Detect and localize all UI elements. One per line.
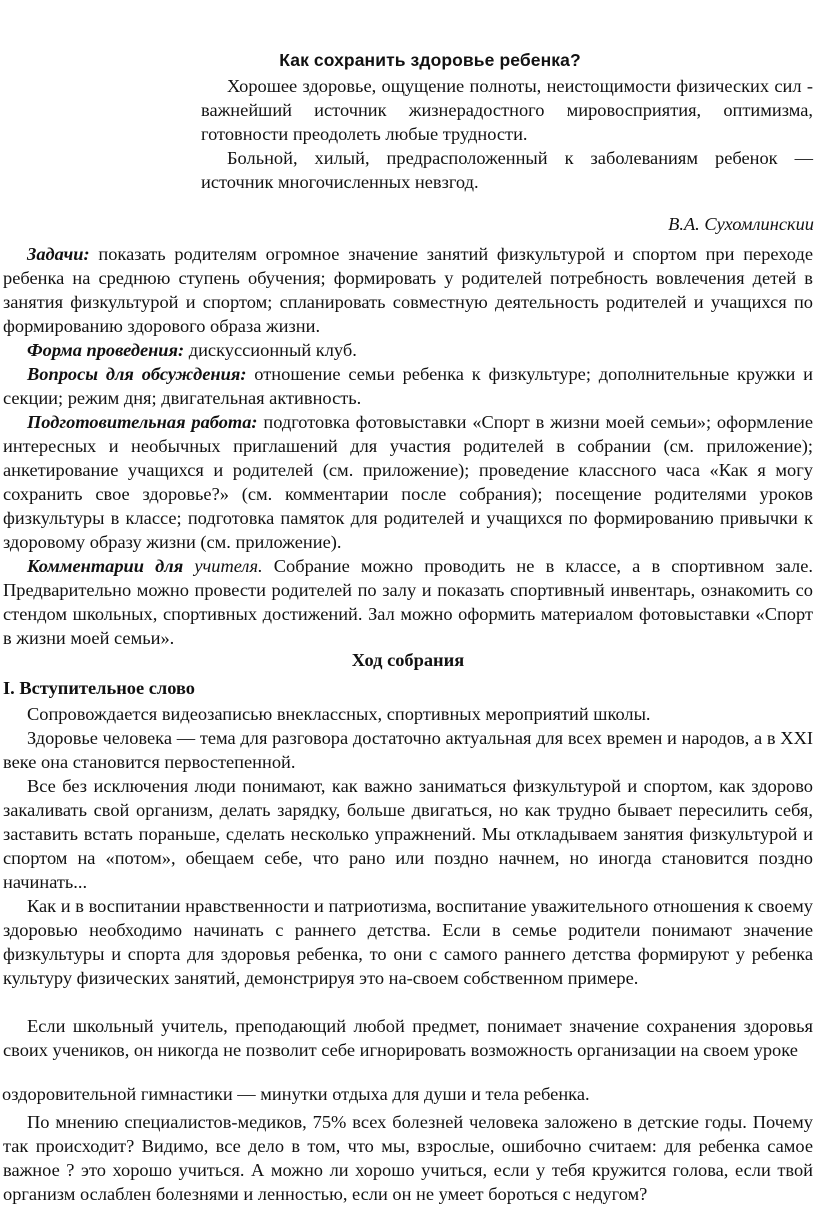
epigraph (201, 74, 813, 194)
comments-paragraph (3, 554, 813, 650)
form-text: дискуссионный клуб. (184, 340, 357, 360)
prep-label: Подготовительная работа: (27, 412, 258, 432)
body-paragraph-3: Все без исключения люди понимают, как важно заниматься физкультурой и спортом, как здорово закаливать свой организм, делать зарядку, больше двигаться, но как трудно бывает пересилить себя, заставить встать пораньше, сделать несколько упражнений. Мы откладываем занятия физкультурой и спортом на «потом», обещаем себе, что рано или поздно начнем, но иногда становится поздно начинать... (3, 776, 813, 892)
section-1-heading: I. Вступительное слово (3, 678, 195, 698)
tasks-paragraph (3, 242, 813, 338)
tasks-text: показать родителям огромное значение занятий физкультурой и спортом при переходе ребенка на среднюю ступень обучения; формировать у родителей потребность вовлечения детей в занятия физкультурой и спортом; спланировать совместную деятельность родителей и учащихся по формированию здорового образа жизни. (3, 244, 813, 336)
epigraph-author: В.А. Сухомлинскии (668, 214, 814, 234)
comments-text: Собрание можно проводить не в классе, а в спортивном зале. Предварительно можно провести родителей по залу и показать спортивный инвентарь, ознакомить со стендом школьных, спортивных достижений. Зал можно оформить материалом фотовыставки «Спорт в жизни моей семьи». (3, 556, 813, 648)
questions-label: Вопросы для обсуждения: (27, 364, 247, 384)
comments-label: Комментарии для (27, 556, 184, 576)
epigraph-paragraph-2: Больной, хилый, предрасположенный к заболеваниям ребенок — источник многочисленных невзгод. (201, 148, 813, 192)
tasks-label: Задачи: (27, 244, 90, 264)
body-paragraph-4: Как и в воспитании нравственности и патриотизма, воспитание уважительного отношения к своему здоровью необходимо начинать с раннего детства. Если в семье родители понимают значение физкультуры и спорта для здоровья ребенка, то они с самого раннего детства формируют у ребенка культуру физических занятий, демонстрируя это на-своем собственном примере. (3, 896, 813, 988)
body-paragraph-6: По мнению специалистов-медиков, 75% всех болезней человека заложено в детские годы. Почему так происходит? Видимо, все дело в том, что мы, взрослые, ошибочно считаем: для ребенка самое важное ? это хорошо учиться. А можно ли хорошо учиться, если у тебя кружится голова, если твой организм ослаблен болезнями и ленностью, если он не умеет бороться с недугом? (3, 1112, 813, 1204)
questions-text: отношение семьи ребенка к физкультуре; дополнительные кружки и секции; режим дня; двигательная активность. (3, 364, 813, 408)
prep-paragraph (3, 410, 813, 554)
body-paragraph-5-continuation: оздоровительной гимнастики — минутки отдыха для души и тела ребенка. (2, 1084, 590, 1104)
epigraph-paragraph-1: Хорошее здоровье, ощущение полноты, неистощимости физических сил - важнейший источник жизнерадостного мировосприятия, оптимизма, готовности преодолеть любые трудности. (201, 76, 813, 144)
comments-label-teacher: учителя. (183, 556, 263, 576)
form-paragraph (3, 338, 813, 362)
prep-text: подготовка фотовыставки «Спорт в жизни моей семьи»; оформление интересных и необычных приглашений для участия родителей в собрании (см. приложение); анкетирование учащихся и родителей (см. приложение); проведение классного часа «Как я могу сохранить свое здоровье?» (см. комментарии после собрания); посещение родителями уроков физкультуры в классе; подготовка памяток для родителей и учащихся по формированию привычки к здоровому образу жизни (см. приложение). (3, 412, 813, 552)
body-paragraph-5: Если школьный учитель, преподающий любой предмет, понимает значение сохранения здоровья своих учеников, он никогда не позволит себе игнорировать возможность организации на своем уроке (3, 1016, 813, 1060)
body-paragraph-1: Сопровождается видеозаписью внеклассных, спортивных мероприятий школы. (27, 704, 651, 724)
body-paragraph-2: Здоровье человека — тема для разговора достаточно актуальная для всех времен и народов, а в XXI веке она становится первостепенной. (3, 728, 813, 772)
questions-paragraph (3, 362, 813, 410)
document-title: Как сохранить здоровье ребенка? (279, 50, 581, 70)
course-heading: Ход собрания (351, 650, 465, 670)
form-label: Форма проведения: (27, 340, 185, 360)
